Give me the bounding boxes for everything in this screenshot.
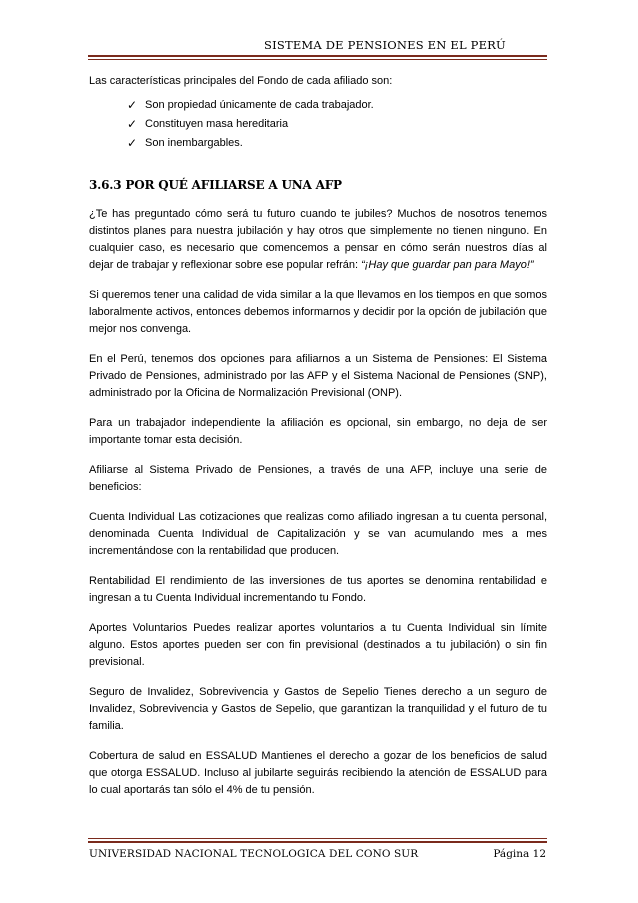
paragraph-profitability: Rentabilidad El rendimiento de las inversiones de tus aportes se denomina rentabilidad e ingresan a tu Cuenta Individual incrementando tu Fondo. [89, 575, 547, 604]
intro-paragraph: Las características principales del Fondo de cada afiliado son: [89, 75, 393, 87]
footer-rule-thin [88, 838, 547, 839]
paragraph-individual-account: Cuenta Individual Las cotizaciones que realizas como afiliado ingresan a tu cuenta personal, denominada Cuenta Individual de Capitalización y se van acumulando mes a mes incrementándose con la rentabilidad que producen. [89, 511, 547, 557]
checkmark-icon: ✓ [127, 98, 138, 112]
list-item [127, 134, 547, 153]
paragraph-health-coverage: Cobertura de salud en ESSALUD Mantienes el derecho a gozar de los beneficios de salud que otorga ESSALUD. Incluso al jubilarte seguirás recibiendo la atención de ESSALUD para lo cual aportarás tan sólo el 4% de tu pensión. [89, 750, 547, 796]
page-number: Página 12 [493, 848, 546, 860]
list-item-text: Constituyen masa hereditaria [145, 118, 289, 130]
paragraph-insurance: Seguro de Invalidez, Sobrevivencia y Gastos de Sepelio Tienes derecho a un seguro de Invalidez, Sobrevivencia y Gastos de Sepelio, que garantizan la tranquilidad y el futuro de tu familia. [89, 686, 547, 732]
proverb-quote: “¡Hay que guardar pan para Mayo!” [361, 259, 534, 271]
header-rule-thin [88, 59, 547, 60]
header-rule-thick [88, 55, 547, 57]
list-item-text: Son propiedad únicamente de cada trabajador. [145, 99, 374, 111]
paragraph-voluntary-contributions: Aportes Voluntarios Puedes realizar aportes voluntarios a tu Cuenta Individual sin límite alguno. Estos aportes pueden ser con fin previsional (destinados a tu jubilación) o sin fin previsional. [89, 622, 547, 668]
document-body [89, 73, 547, 812]
paragraph-quality-of-life: Si queremos tener una calidad de vida similar a la que llevamos en los tiempos en que somos laboralmente activos, entonces debemos informarnos y decidir por la opción de jubilación que mejor nos convenga. [89, 289, 547, 335]
footer-rule-thick [88, 841, 547, 843]
list-item [127, 96, 547, 115]
paragraph-options: En el Perú, tenemos dos opciones para afiliarnos a un Sistema de Pensiones: El Sistema Privado de Pensiones, administrado por las AFP y el Sistema Nacional de Pensiones (SNP), administrado por la Oficina de Normalización Previsional (ONP). [89, 353, 547, 399]
section-heading: 3.6.3 POR QUÉ AFILIARSE A UNA AFP [89, 178, 342, 192]
checkmark-icon: ✓ [127, 136, 138, 150]
paragraph-benefits-intro: Afiliarse al Sistema Privado de Pensiones, a través de una AFP, incluye una serie de beneficios: [89, 464, 547, 493]
list-item-text: Son inembargables. [145, 137, 243, 149]
paragraph-independent: Para un trabajador independiente la afiliación es opcional, sin embargo, no deja de ser importante tomar esta decisión. [89, 417, 547, 446]
footer-institution: UNIVERSIDAD NACIONAL TECNOLOGICA DEL CONO SUR [89, 848, 419, 860]
characteristics-list [127, 96, 547, 153]
checkmark-icon: ✓ [127, 117, 138, 131]
paragraph-future [89, 206, 547, 274]
page-header-title: SISTEMA DE PENSIONES EN EL PERÚ [264, 38, 506, 52]
paragraph-text: ¿Te has preguntado cómo será tu futuro cuando te jubiles? Muchos de nosotros tenemos distintos planes para nuestra jubilación y hay otros que simplemente no tienen ninguno. En cualquier caso, es necesario que comencemos a pensar en cómo serán nuestros días al dejar de trabajar y reflexionar sobre ese popular refrán: [89, 208, 547, 271]
list-item [127, 115, 547, 134]
